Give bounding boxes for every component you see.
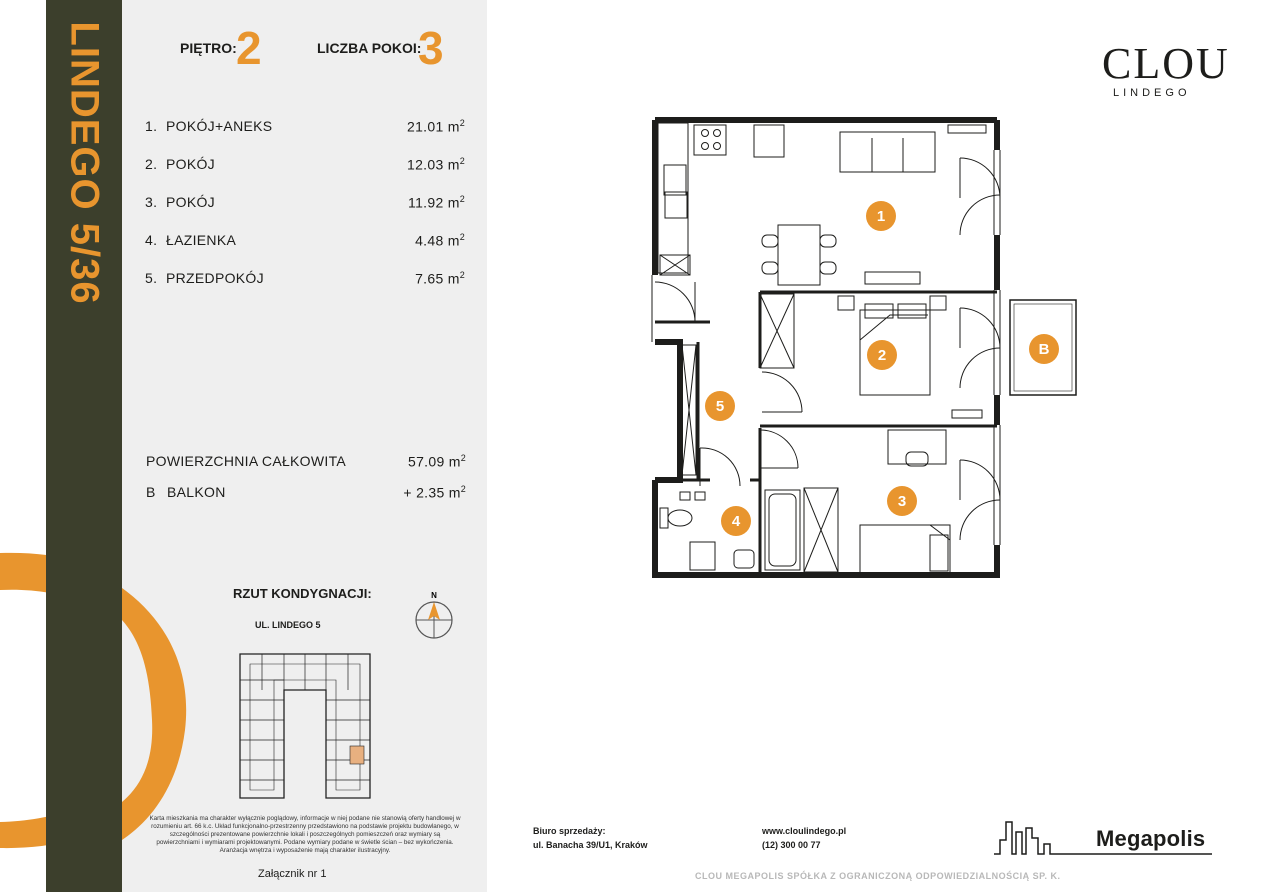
room-row: 2. POKÓJ 12.03 $m^2$ xyxy=(145,156,465,173)
website-link[interactable]: www.cloulindego.pl xyxy=(762,826,847,836)
megapolis-logo: Megapolis xyxy=(1096,826,1206,851)
site-plan-title: RZUT KONDYGNACJI: xyxy=(233,586,372,601)
floor-plan xyxy=(650,110,1080,590)
floor-label: PIĘTRO: xyxy=(180,40,237,56)
company-name: CLOU MEGAPOLIS SPÓŁKA Z OGRANICZONĄ ODPOWIEDZIALNOŚCIĄ SP. K. xyxy=(695,871,1061,881)
disclaimer-text: Karta mieszkania ma charakter wyłącznie poglądowy, informacje w niej podane nie stanowią oferty handlowej w rozumieniu art. 66 k.c. Układ funkcjonalno-przestrzenny przedstawiono na podstawie projektu budowlanego, w szczególności prezentowane powierzchnie lokali i poszczególnych pomieszczeń oraz wymiary są powierzchniami i wymiarami projektowanymi. Podane wymiary podane w świetle ścian – bez wykończenia. Aranżacja wnętrza i wyposażenie mają charakter ilustracyjny. xyxy=(149,815,461,854)
compass-north: N xyxy=(431,591,437,600)
site-plan-street: UL. LINDEGO 5 xyxy=(255,620,321,630)
attachment-label: Załącznik nr 1 xyxy=(258,868,327,880)
room-row: 5. PRZEDPOKÓJ 7.65 $m^2$ xyxy=(145,270,465,287)
room-badge-5: 5 xyxy=(705,391,735,421)
rooms-label: LICZBA POKOI: xyxy=(317,40,422,56)
room-badge-1: 1 xyxy=(866,201,896,231)
phone-number[interactable]: (12) 300 00 77 xyxy=(762,840,821,850)
total-area-row: POWIERZCHNIA CAŁKOWITA 57.09 $m^2$ xyxy=(146,453,466,470)
balcony-badge: B xyxy=(1029,334,1059,364)
rooms-value: 3 xyxy=(418,22,444,74)
office-address: ul. Banacha 39/U1, Kraków xyxy=(533,840,648,850)
clou-logo: CLOU xyxy=(1102,39,1230,88)
room-row: 4. ŁAZIENKA 4.48 $m^2$ xyxy=(145,232,465,249)
room-row: 1. POKÓJ+ANEKS 21.01 $m^2$ xyxy=(145,118,465,135)
site-plan-building xyxy=(236,650,376,802)
clou-logo-sub: LINDEGO xyxy=(1113,87,1191,99)
compass-icon xyxy=(412,590,456,640)
room-row: 3. POKÓJ 11.92 $m^2$ xyxy=(145,194,465,211)
balcony-row: B BALKON + 2.35 $m^2$ xyxy=(146,484,466,501)
room-badge-3: 3 xyxy=(887,486,917,516)
apartment-code: LINDEGO 5/36 xyxy=(62,21,107,305)
office-label: Biuro sprzedaży: xyxy=(533,826,606,836)
room-badge-2: 2 xyxy=(867,340,897,370)
floor-value: 2 xyxy=(236,22,262,74)
room-badge-4: 4 xyxy=(721,506,751,536)
